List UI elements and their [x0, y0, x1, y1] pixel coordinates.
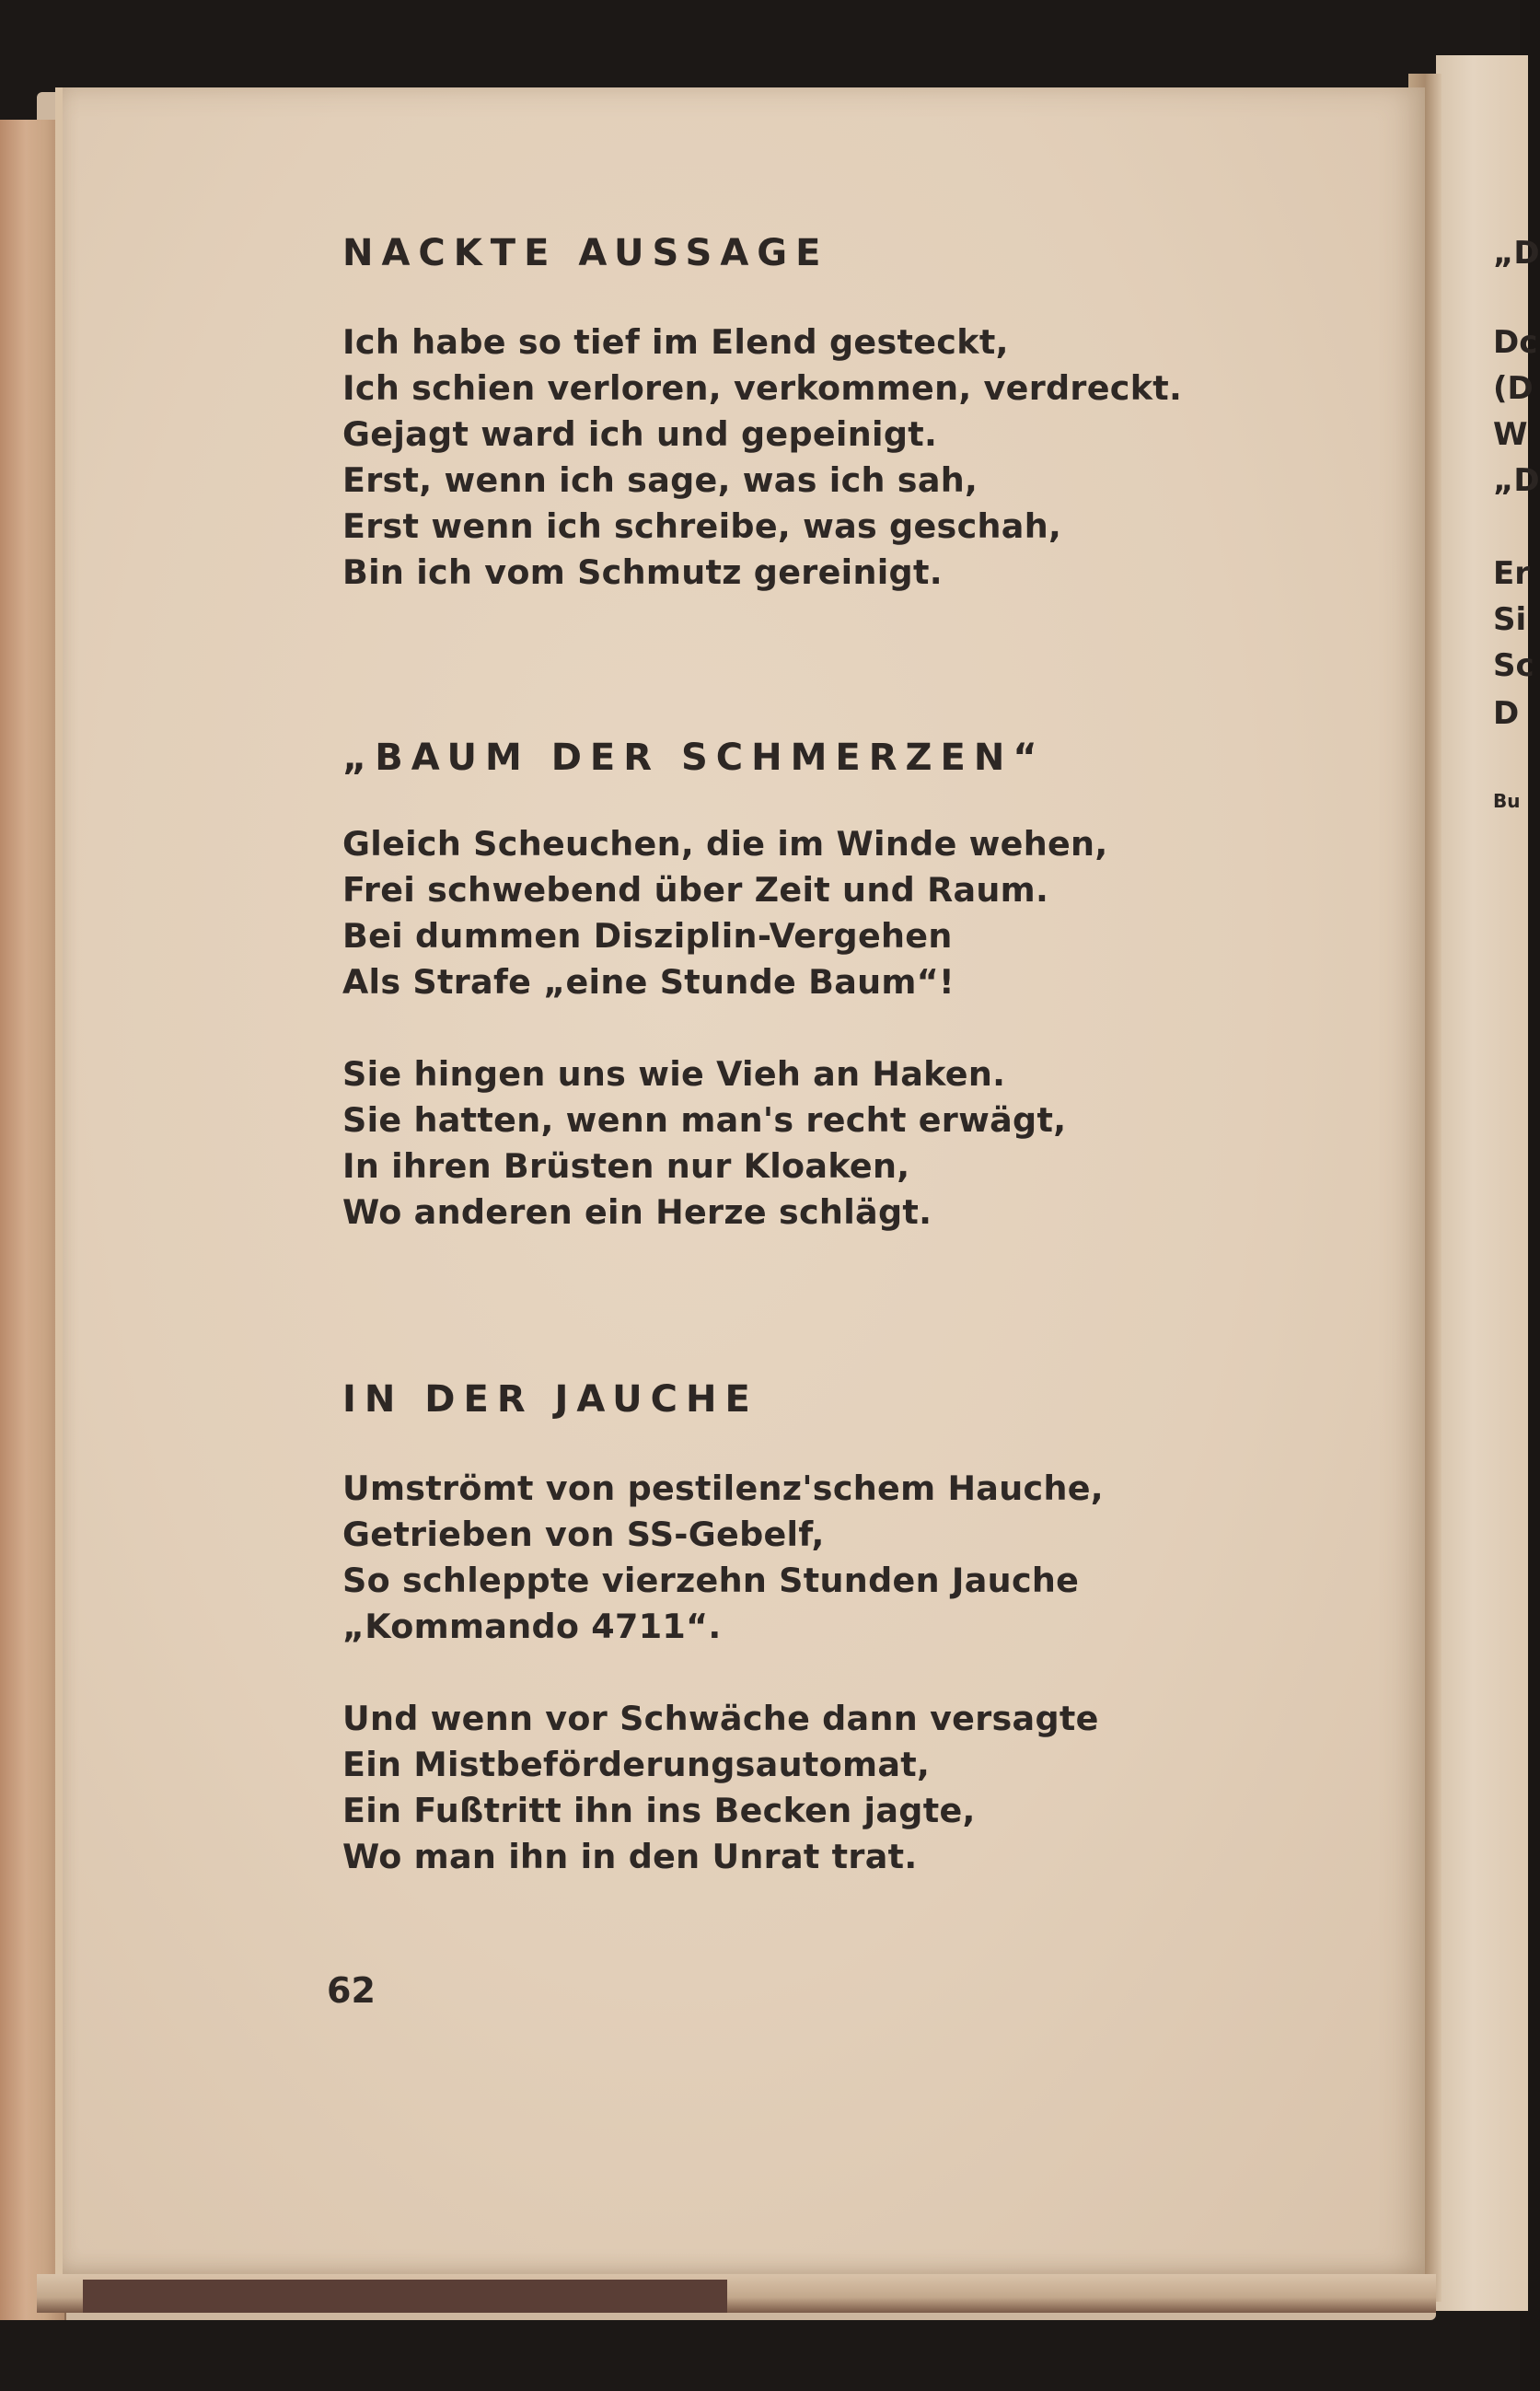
verse-line: Sie hingen uns wie Vieh an Haken.: [342, 1054, 1006, 1094]
poem-title: NACKTE AUSSAGE: [342, 232, 829, 274]
verse-line: Bei dummen Disziplin-Vergehen: [342, 916, 953, 956]
poem-title: IN DER JAUCHE: [342, 1378, 758, 1421]
verse-line: Getrieben von SS-Gebelf,: [342, 1515, 825, 1554]
facing-page-fragment: Dc: [1493, 324, 1538, 361]
facing-page-fragment: D: [1493, 695, 1520, 732]
verse-line: So schleppte vierzehn Stunden Jauche: [342, 1561, 1080, 1600]
facing-page-fragment: „D: [1493, 235, 1540, 272]
facing-page-fragment: Bu: [1493, 790, 1521, 812]
verse-line: Ein Fußtritt ihn ins Becken jagte,: [342, 1791, 976, 1830]
poem-title: „BAUM DER SCHMERZEN“: [342, 737, 1046, 779]
verse-line: Erst wenn ich schreibe, was geschah,: [342, 506, 1062, 546]
facing-page-fragment: W: [1493, 416, 1528, 453]
page-number: 62: [327, 1970, 376, 2011]
verse-line: Als Strafe „eine Stunde Baum“!: [342, 962, 955, 1002]
verse-line: In ihren Brüsten nur Kloaken,: [342, 1146, 910, 1186]
facing-page-fragment: Si: [1493, 601, 1527, 638]
verse-line: Gleich Scheuchen, die im Winde wehen,: [342, 824, 1108, 864]
verse-line: Bin ich vom Schmutz gereinigt.: [342, 552, 943, 592]
verse-line: Sie hatten, wenn man's recht erwägt,: [342, 1100, 1067, 1140]
verse-line: Ein Mistbeförderungsautomat,: [342, 1745, 931, 1784]
verse-line: Umströmt von pestilenz'schem Hauche,: [342, 1468, 1104, 1508]
verse-line: „Kommando 4711“.: [342, 1607, 722, 1646]
verse-line: Erst, wenn ich sage, was ich sah,: [342, 460, 978, 500]
facing-page-fragment: Sc: [1493, 647, 1534, 684]
verse-line: Und wenn vor Schwäche dann versagte: [342, 1699, 1099, 1738]
verse-line: Frei schwebend über Zeit und Raum.: [342, 870, 1049, 910]
verse-line: Ich schien verloren, verkommen, verdreckt.: [342, 368, 1183, 408]
verse-line: Gejagt ward ich und gepeinigt.: [342, 414, 938, 454]
verse-line: Wo anderen ein Herze schlägt.: [342, 1192, 932, 1232]
verse-line: Ich habe so tief im Elend gesteckt,: [342, 322, 1009, 362]
facing-page-fragment: „D: [1493, 462, 1540, 499]
facing-page-fragment: Er: [1493, 555, 1530, 592]
verse-line: Wo man ihn in den Unrat trat.: [342, 1837, 918, 1876]
facing-page-fragment: (D: [1493, 370, 1534, 407]
